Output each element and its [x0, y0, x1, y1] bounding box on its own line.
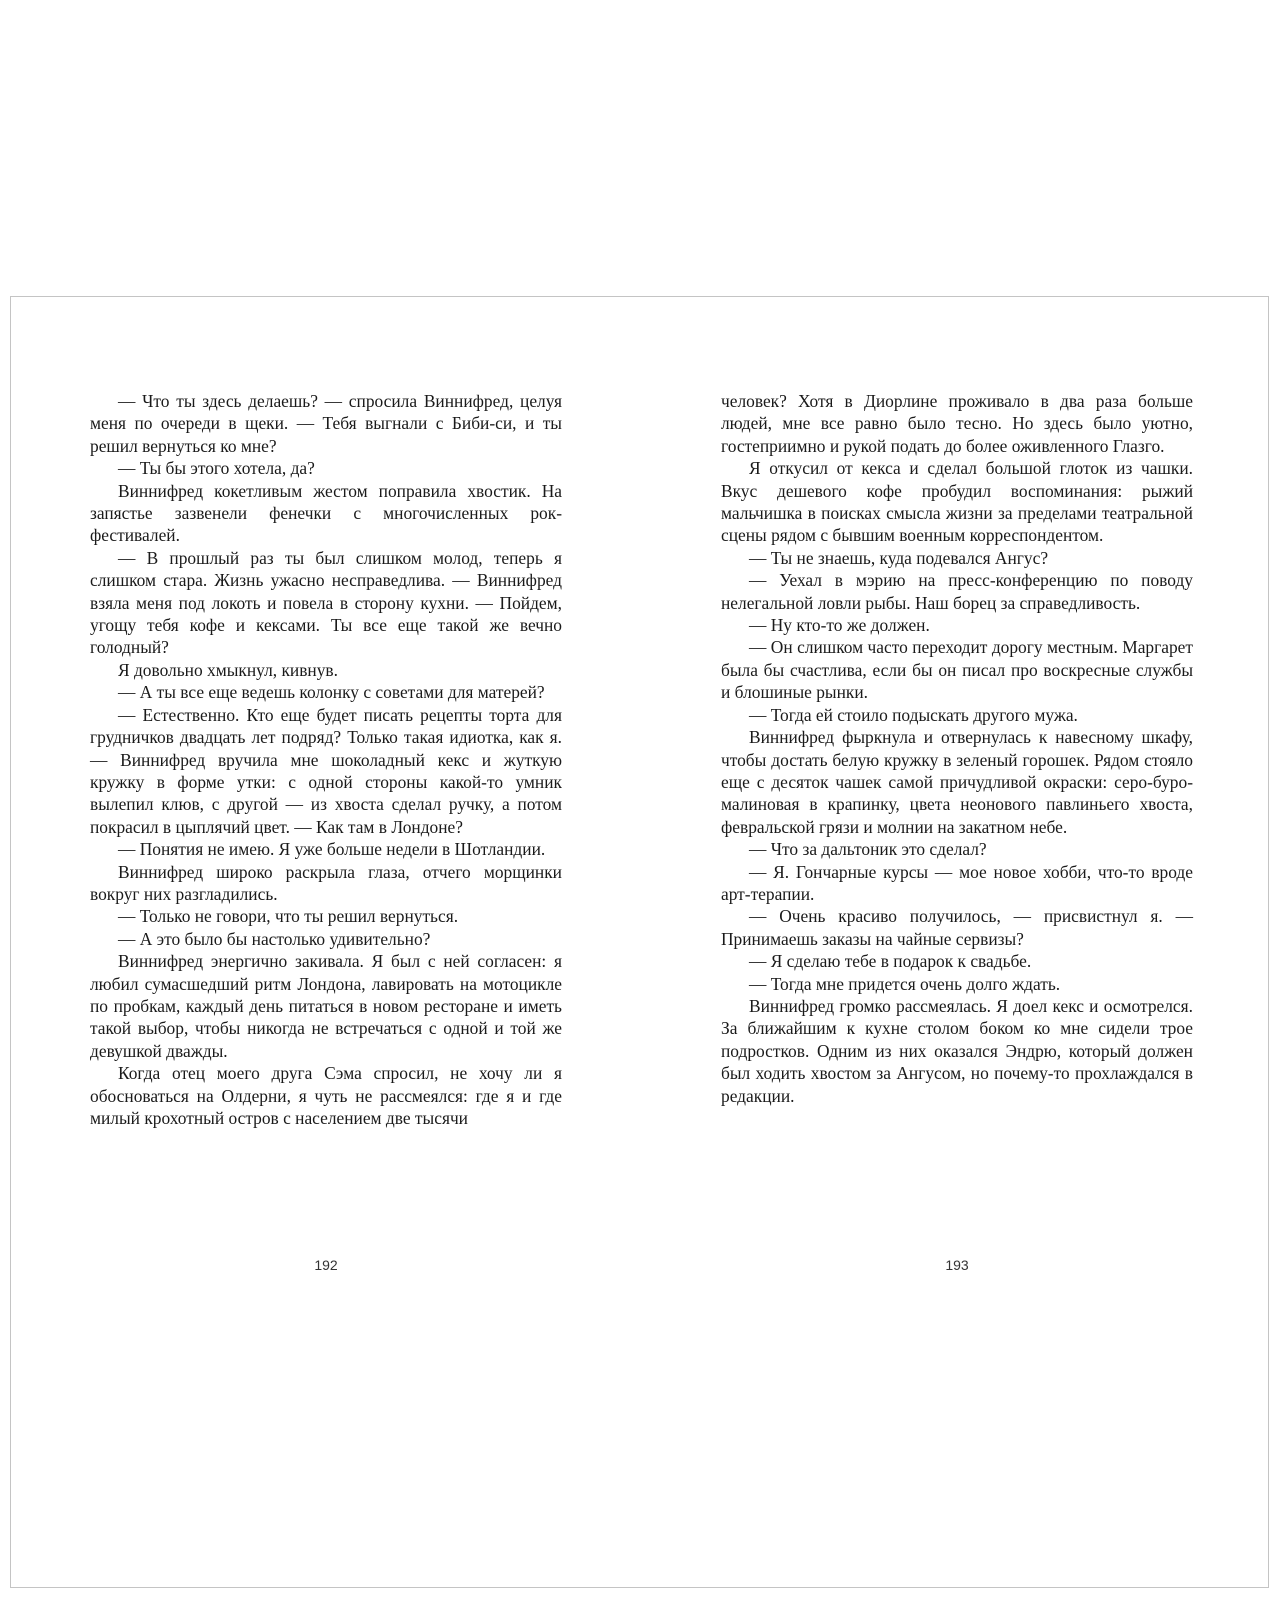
right-paragraph: — Ты не знаешь, куда подевался Ангус? [749, 547, 1049, 568]
right-paragraph: — Что за дальтоник это сделал? [749, 839, 987, 860]
right-paragraph: — Ну кто-то же должен. [749, 615, 930, 636]
left-page-text [90, 390, 562, 1129]
book-spread [10, 296, 1269, 1588]
left-page-number: 192 [314, 1257, 338, 1273]
left-paragraph: — Что ты здесь делаешь? — спросила Виннифред, целуя меня по очереди в щеки. — Тебя выгнали с Биби-си, и ты решил вернуться ко мне? [90, 391, 562, 456]
right-paragraph: — Я сделаю тебе в подарок к свадьбе. [749, 951, 1032, 972]
right-paragraph: Я откусил от кекса и сделал большой глоток из чашки. Вкус дешевого кофе пробудил воспоминания: рыжий мальчишка в поисках смысла жизни за пределами театральной сцены рядом с бывшим военным корреспондентом. [721, 458, 1193, 546]
right-page-number: 193 [945, 1257, 969, 1273]
left-paragraph: — Ты бы этого хотела, да? [118, 458, 315, 479]
left-paragraph: — А ты все еще ведешь колонку с советами для матерей? [118, 682, 545, 703]
left-paragraph: Когда отец моего друга Сэма спросил, не хочу ли я обосноваться на Олдерни, я чуть не рассмеялся: где я и где милый крохотный остров с населением две тысячи [90, 1063, 562, 1128]
right-paragraph: — Очень красиво получилось, — присвистнул я. — Принимаешь заказы на чайные сервизы? [721, 906, 1193, 949]
right-paragraph: — Тогда ей стоило подыскать другого мужа. [749, 704, 1078, 725]
left-paragraph: Виннифред кокетливым жестом поправила хвостик. На запястье зазвенели фенечки с многочисленных рок-фестивалей. [90, 480, 562, 546]
left-paragraph: Виннифред широко раскрыла глаза, отчего морщинки вокруг них разгладились. [90, 861, 562, 904]
left-paragraph: Виннифред энергично закивала. Я был с ней согласен: я любил сумасшедший ритм Лондона, лавировать на мотоцикле по пробкам, каждый день питаться в новом ресторане и иметь такой выбор, чтобы никогда не встречаться с одной и той же девушкой дважды. [90, 951, 562, 1061]
right-page-text [721, 390, 1193, 1107]
left-paragraph: — А это было бы настолько удивительно? [118, 928, 431, 949]
left-paragraph: — Только не говори, что ты решил вернуться. [118, 906, 459, 927]
left-paragraph: — Понятия не имею. Я уже больше недели в Шотландии. [118, 839, 546, 860]
right-paragraph: — Уехал в мэрию на пресс-конференцию по поводу нелегальной ловли рыбы. Наш борец за справедливость. [721, 570, 1193, 613]
right-paragraph: Виннифред громко рассмеялась. Я доел кекс и осмотрелся. За ближайшим к кухне столом боком ко мне сидели трое подростков. Одним из них оказался Эндрю, который должен был ходить хвостом за Ангусом, но почему-то прохлаждался в редакции. [721, 995, 1193, 1106]
left-paragraph: — Естественно. Кто еще будет писать рецепты торта для грудничков двадцать лет подряд? Только такая идиотка, как я. — Виннифред вручила мне шоколадный кекс и жуткую кружку в форме утки: с одной стороны какой-то умник вылепил клюв, с другой — из хвоста сделал ручку, а потом покрасил в цыплячий цвет. — Как там в Лондоне? [90, 704, 562, 837]
right-paragraph: человек? Хотя в Диорлине проживало в два раза больше людей, мне все равно было тесно. Но здесь было уютно, гостеприимно и рукой подать до более оживленного Глазго. [721, 391, 1193, 456]
right-paragraph: — Я. Гончарные курсы — мое новое хобби, что-то вроде арт-терапии. [721, 861, 1193, 904]
left-paragraph: Я довольно хмыкнул, кивнув. [118, 659, 338, 680]
right-paragraph: — Тогда мне придется очень долго ждать. [749, 973, 1061, 994]
right-paragraph: Виннифред фыркнула и отвернулась к навесному шкафу, чтобы достать белую кружку в зеленый горошек. Рядом стояло еще с десяток чашек самой причудливой окраски: серо-буро-малиновая в крапинку, цвета неонового павлиньего хвоста, февральской грязи и молнии на закатном небе. [721, 727, 1193, 837]
right-paragraph: — Он слишком часто переходит дорогу местным. Маргарет была бы счастлива, если бы он писал про воскресные службы и блошиные рынки. [721, 637, 1193, 703]
left-paragraph: — В прошлый раз ты был слишком молод, теперь я слишком стара. Жизнь ужасно несправедлива. — Виннифред взяла меня под локоть и повела в сторону кухни. — Пойдем, угощу тебя кофе и кексами. Ты все еще такой же вечно голодный? [90, 547, 562, 658]
